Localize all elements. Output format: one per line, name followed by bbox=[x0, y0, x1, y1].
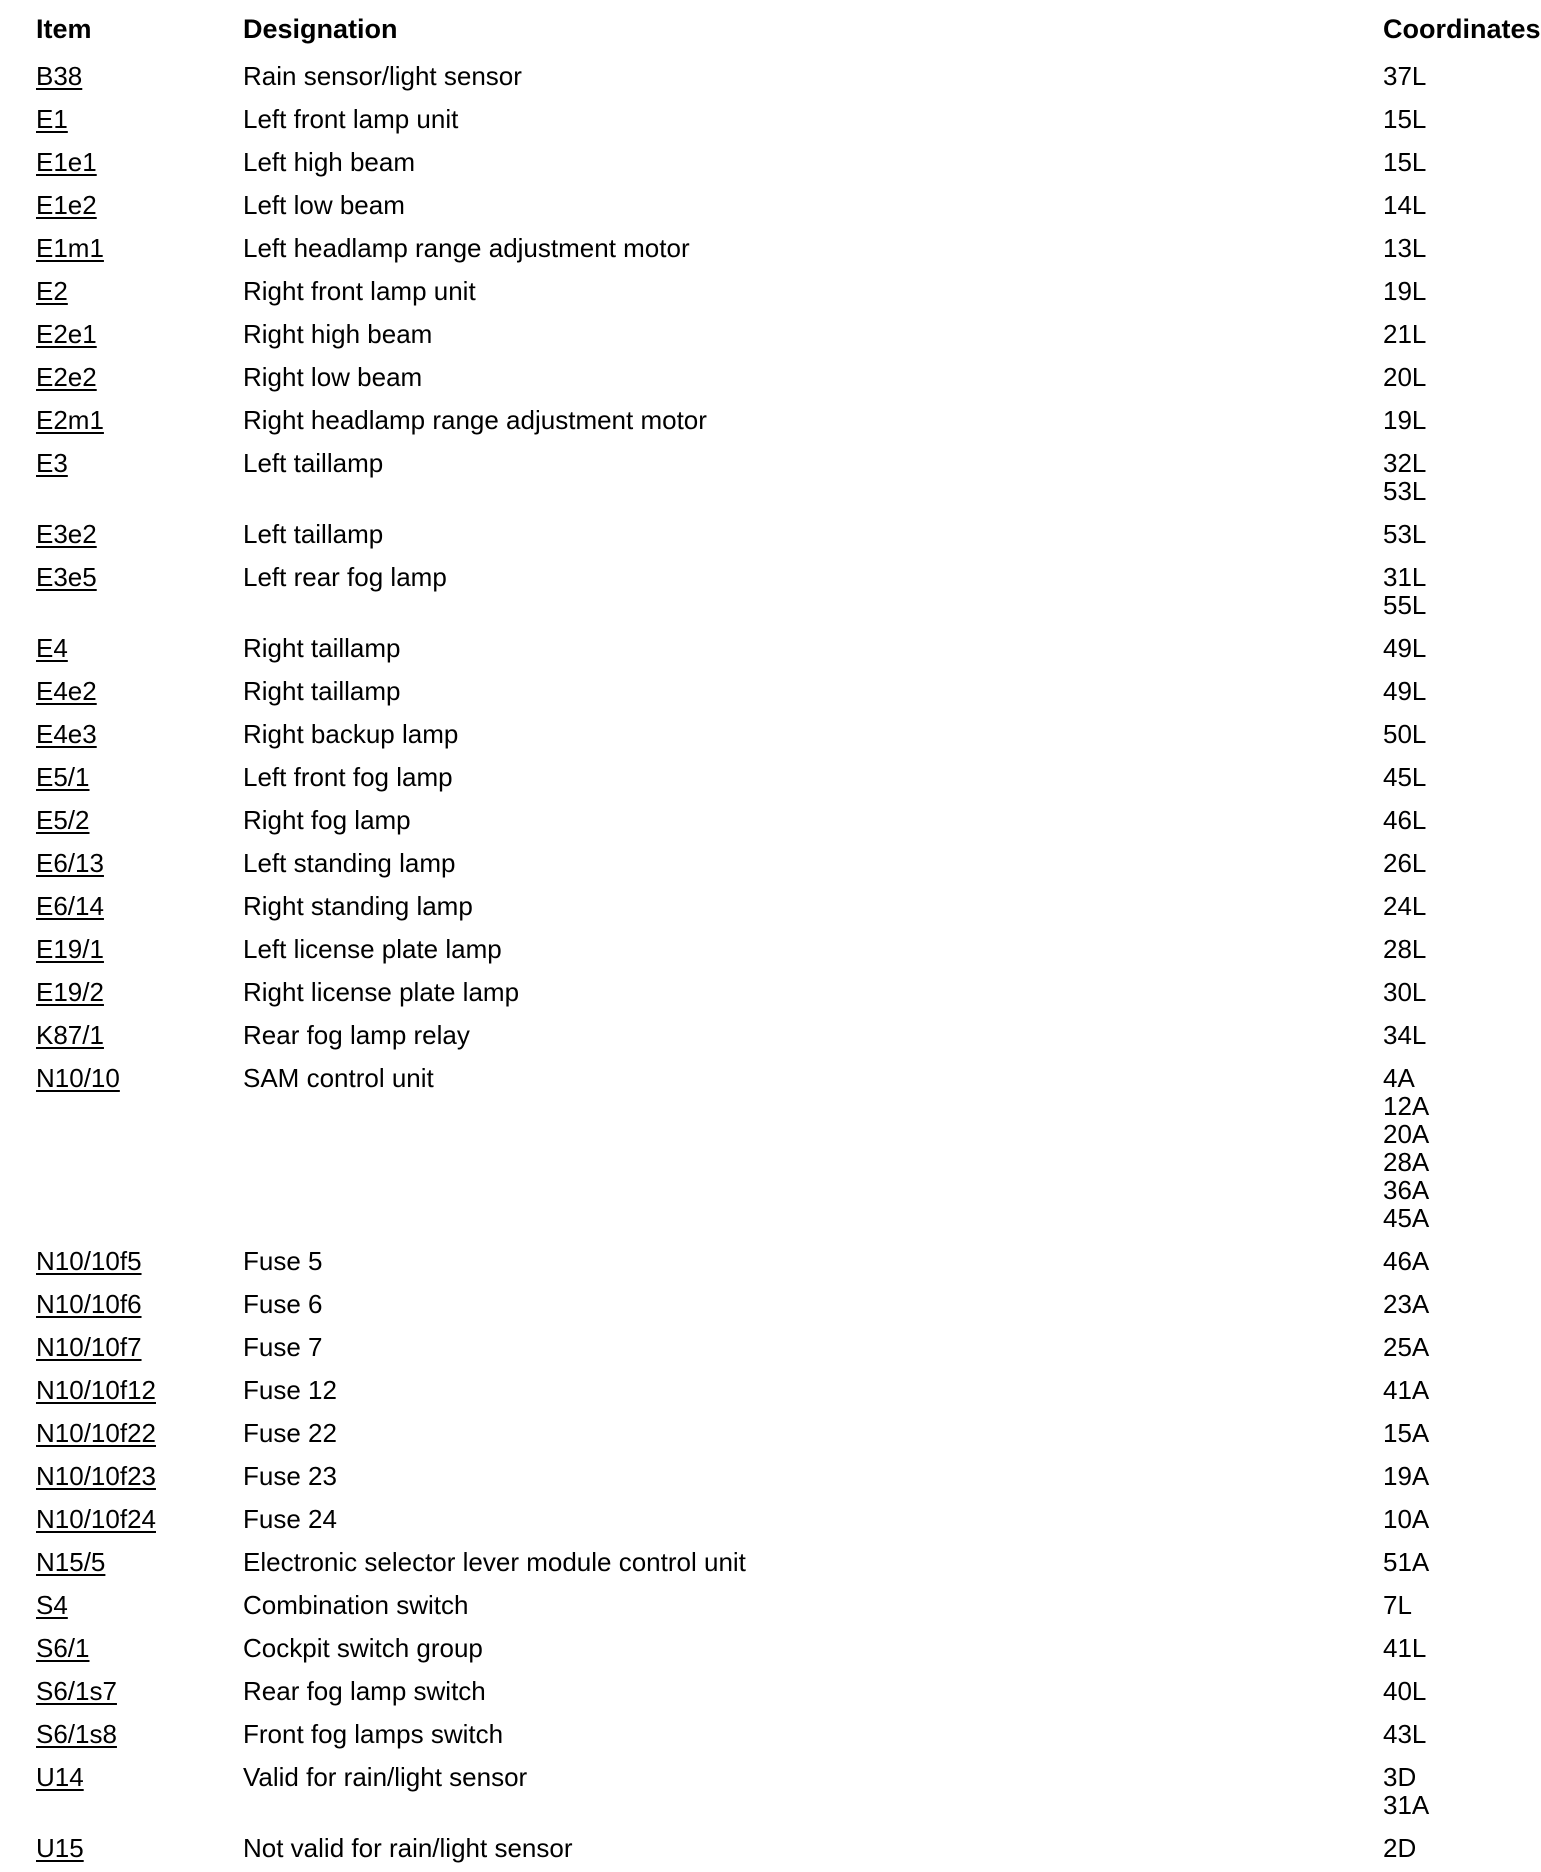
designation-cell: Left high beam bbox=[243, 147, 416, 177]
table-row bbox=[0, 1829, 1504, 1872]
designation-cell: Left taillamp bbox=[243, 448, 384, 478]
item-link[interactable]: E2m1 bbox=[36, 405, 104, 435]
item-cell bbox=[36, 406, 104, 434]
coordinate-value: 7L bbox=[1383, 1590, 1412, 1620]
item-cell bbox=[36, 978, 104, 1006]
item-cell bbox=[36, 1591, 68, 1619]
item-link[interactable]: N10/10f7 bbox=[36, 1332, 142, 1362]
designation-cell: Left front lamp unit bbox=[243, 104, 459, 134]
coordinates-cell bbox=[1383, 849, 1447, 877]
coordinates-cell bbox=[1383, 1591, 1447, 1619]
item-cell bbox=[36, 1720, 117, 1748]
coordinate-value: 41L bbox=[1383, 1633, 1427, 1663]
coordinates-cell bbox=[1383, 1505, 1447, 1533]
coordinate-value: 21L bbox=[1383, 319, 1427, 349]
coordinates-cell bbox=[1383, 892, 1447, 920]
coordinate-value: 37L bbox=[1383, 61, 1427, 91]
item-cell bbox=[36, 1064, 120, 1092]
item-link[interactable]: E2 bbox=[36, 276, 68, 306]
item-cell bbox=[36, 935, 104, 963]
designation-cell: Fuse 23 bbox=[243, 1461, 337, 1491]
item-cell bbox=[36, 105, 68, 133]
item-cell bbox=[36, 1290, 142, 1318]
item-link[interactable]: E2e1 bbox=[36, 319, 97, 349]
item-link[interactable]: E1e2 bbox=[36, 190, 97, 220]
coordinates-cell bbox=[1383, 1634, 1447, 1662]
designation-cell: Right taillamp bbox=[243, 676, 401, 706]
item-link[interactable]: N10/10f22 bbox=[36, 1418, 156, 1448]
coordinate-value: 34L bbox=[1383, 1020, 1427, 1050]
coordinate-value: 50L bbox=[1383, 719, 1427, 749]
table-row bbox=[0, 801, 1504, 844]
item-cell bbox=[36, 763, 90, 791]
coordinate-value: 49L bbox=[1383, 633, 1427, 663]
item-cell bbox=[36, 62, 82, 90]
item-link[interactable]: N10/10f5 bbox=[36, 1246, 142, 1276]
coordinate-value: 3D bbox=[1383, 1762, 1417, 1792]
designation-cell: Right headlamp range adjustment motor bbox=[243, 405, 707, 435]
table-body bbox=[0, 57, 1504, 1872]
item-cell bbox=[36, 1376, 156, 1404]
item-link[interactable]: E19/1 bbox=[36, 934, 104, 964]
item-link[interactable]: N10/10 bbox=[36, 1063, 120, 1093]
table-row bbox=[0, 272, 1504, 315]
coordinates-cell bbox=[1383, 1462, 1447, 1490]
designation-cell: Left headlamp range adjustment motor bbox=[243, 233, 690, 263]
item-link[interactable]: E1e1 bbox=[36, 147, 97, 177]
table-row bbox=[0, 515, 1504, 558]
designation-cell: Right fog lamp bbox=[243, 805, 411, 835]
item-link[interactable]: E19/2 bbox=[36, 977, 104, 1007]
item-cell bbox=[36, 1634, 90, 1662]
item-link[interactable]: E4e3 bbox=[36, 719, 97, 749]
item-link[interactable]: E1m1 bbox=[36, 233, 104, 263]
coordinate-value: 45A bbox=[1383, 1203, 1430, 1233]
coordinate-value: 41A bbox=[1383, 1375, 1430, 1405]
coordinate-value: 12A bbox=[1383, 1091, 1430, 1121]
table-row bbox=[0, 57, 1504, 100]
coordinate-value: 46L bbox=[1383, 805, 1427, 835]
coordinates-cell bbox=[1383, 449, 1447, 505]
designation-cell: Left low beam bbox=[243, 190, 405, 220]
coordinate-value: 26L bbox=[1383, 848, 1427, 878]
item-cell bbox=[36, 563, 97, 591]
coordinate-value: 24L bbox=[1383, 891, 1427, 921]
item-cell bbox=[36, 849, 104, 877]
designation-cell: Rear fog lamp switch bbox=[243, 1676, 486, 1706]
item-cell bbox=[36, 1247, 142, 1275]
table-row bbox=[0, 1371, 1504, 1414]
coordinate-value: 53L bbox=[1383, 476, 1427, 506]
coordinate-value: 25A bbox=[1383, 1332, 1430, 1362]
table-row bbox=[0, 1629, 1504, 1672]
designation-cell: Valid for rain/light sensor bbox=[243, 1762, 528, 1792]
coordinates-cell bbox=[1383, 148, 1447, 176]
table-row bbox=[0, 1242, 1504, 1285]
coordinate-value: 51A bbox=[1383, 1547, 1430, 1577]
item-link[interactable]: N15/5 bbox=[36, 1547, 106, 1577]
designation-cell: Right taillamp bbox=[243, 633, 401, 663]
coordinate-value: 28A bbox=[1383, 1147, 1430, 1177]
item-link[interactable]: S6/1s8 bbox=[36, 1719, 117, 1749]
coordinates-cell bbox=[1383, 520, 1447, 548]
table-row bbox=[0, 1059, 1504, 1242]
table-row bbox=[0, 1586, 1504, 1629]
coordinate-value: 49L bbox=[1383, 676, 1427, 706]
item-link[interactable]: E6/14 bbox=[36, 891, 104, 921]
item-cell bbox=[36, 277, 68, 305]
table-row bbox=[0, 758, 1504, 801]
item-cell bbox=[36, 1834, 84, 1862]
table-row bbox=[0, 358, 1504, 401]
item-cell bbox=[36, 1763, 84, 1791]
table-row bbox=[0, 401, 1504, 444]
coordinate-value: 15A bbox=[1383, 1418, 1430, 1448]
coordinate-value: 53L bbox=[1383, 519, 1427, 549]
coordinates-cell bbox=[1383, 1021, 1447, 1049]
table-row bbox=[0, 629, 1504, 672]
item-cell bbox=[36, 806, 90, 834]
item-cell bbox=[36, 892, 104, 920]
coordinate-value: 31A bbox=[1383, 1790, 1430, 1820]
item-cell bbox=[36, 1462, 156, 1490]
designation-cell: Front fog lamps switch bbox=[243, 1719, 504, 1749]
table-row bbox=[0, 100, 1504, 143]
designation-cell: SAM control unit bbox=[243, 1063, 434, 1093]
table-row bbox=[0, 229, 1504, 272]
item-link[interactable]: E1 bbox=[36, 104, 68, 134]
coordinates-cell bbox=[1383, 563, 1447, 619]
item-cell bbox=[36, 720, 97, 748]
table-row bbox=[0, 444, 1504, 515]
item-cell bbox=[36, 677, 97, 705]
table-row bbox=[0, 1457, 1504, 1500]
table-row bbox=[0, 143, 1504, 186]
table-row bbox=[0, 887, 1504, 930]
designation-cell: Right front lamp unit bbox=[243, 276, 476, 306]
coordinate-value: 15L bbox=[1383, 104, 1427, 134]
item-link[interactable]: N10/10f12 bbox=[36, 1375, 156, 1405]
designation-cell: Rear fog lamp relay bbox=[243, 1020, 470, 1050]
item-cell bbox=[36, 1419, 156, 1447]
coordinates-cell bbox=[1383, 720, 1447, 748]
item-link[interactable]: E4 bbox=[36, 633, 68, 663]
item-cell bbox=[36, 1505, 156, 1533]
designation-cell: Fuse 5 bbox=[243, 1246, 323, 1276]
designation-cell: Not valid for rain/light sensor bbox=[243, 1833, 573, 1863]
header-item: Item bbox=[36, 14, 92, 44]
table-row bbox=[0, 1715, 1504, 1758]
item-cell bbox=[36, 634, 68, 662]
item-link[interactable]: N10/10f23 bbox=[36, 1461, 156, 1491]
coordinate-value: 45L bbox=[1383, 762, 1427, 792]
coordinates-cell bbox=[1383, 1419, 1447, 1447]
item-cell bbox=[36, 148, 97, 176]
item-cell bbox=[36, 449, 68, 477]
item-cell bbox=[36, 320, 97, 348]
coordinate-value: 30L bbox=[1383, 977, 1427, 1007]
item-link[interactable]: B38 bbox=[36, 61, 83, 91]
coordinates-cell bbox=[1383, 763, 1447, 791]
coordinate-value: 15L bbox=[1383, 147, 1427, 177]
item-cell bbox=[36, 191, 97, 219]
coordinates-cell bbox=[1383, 62, 1447, 90]
designation-cell: Right license plate lamp bbox=[243, 977, 520, 1007]
table-row bbox=[0, 315, 1504, 358]
item-link[interactable]: N10/10f6 bbox=[36, 1289, 142, 1319]
table-row bbox=[0, 930, 1504, 973]
designation-cell: Left rear fog lamp bbox=[243, 562, 447, 592]
designation-cell: Combination switch bbox=[243, 1590, 469, 1620]
table-row bbox=[0, 1016, 1504, 1059]
designation-cell: Fuse 12 bbox=[243, 1375, 337, 1405]
designation-cell: Cockpit switch group bbox=[243, 1633, 483, 1663]
item-link[interactable]: S6/1 bbox=[36, 1633, 90, 1663]
coordinate-value: 55L bbox=[1383, 590, 1427, 620]
coordinates-cell bbox=[1383, 1333, 1447, 1361]
coordinates-cell bbox=[1383, 191, 1447, 219]
item-link[interactable]: S4 bbox=[36, 1590, 68, 1620]
table-row bbox=[0, 1500, 1504, 1543]
table-row bbox=[0, 844, 1504, 887]
table-row bbox=[0, 672, 1504, 715]
item-cell bbox=[36, 1333, 142, 1361]
header-designation: Designation bbox=[243, 14, 398, 44]
coordinate-value: 19L bbox=[1383, 405, 1427, 435]
designation-cell: Right backup lamp bbox=[243, 719, 459, 749]
designation-cell: Fuse 6 bbox=[243, 1289, 323, 1319]
table-row bbox=[0, 1285, 1504, 1328]
coordinate-value: 13L bbox=[1383, 233, 1427, 263]
coordinates-cell bbox=[1383, 1677, 1447, 1705]
table-row bbox=[0, 186, 1504, 229]
coordinates-cell bbox=[1383, 234, 1447, 262]
item-cell bbox=[36, 363, 97, 391]
designation-cell: Right low beam bbox=[243, 362, 423, 392]
coordinate-value: 2D bbox=[1383, 1833, 1417, 1863]
coordinate-value: 10A bbox=[1383, 1504, 1430, 1534]
designation-cell: Left standing lamp bbox=[243, 848, 456, 878]
table-header bbox=[0, 14, 1541, 54]
designation-cell: Right high beam bbox=[243, 319, 433, 349]
coordinate-value: 32L bbox=[1383, 448, 1427, 478]
coordinate-value: 23A bbox=[1383, 1289, 1430, 1319]
coordinates-cell bbox=[1383, 320, 1447, 348]
coordinate-value: 20L bbox=[1383, 362, 1427, 392]
coordinate-value: 19A bbox=[1383, 1461, 1430, 1491]
item-link[interactable]: E6/13 bbox=[36, 848, 104, 878]
coordinates-cell bbox=[1383, 1834, 1447, 1862]
item-link[interactable]: E3e2 bbox=[36, 519, 97, 549]
table-row bbox=[0, 1328, 1504, 1371]
item-link[interactable]: E5/2 bbox=[36, 805, 90, 835]
coordinate-value: 19L bbox=[1383, 276, 1427, 306]
item-link[interactable]: E5/1 bbox=[36, 762, 90, 792]
item-cell bbox=[36, 1021, 104, 1049]
table-row bbox=[0, 1672, 1504, 1715]
coordinates-cell bbox=[1383, 1247, 1447, 1275]
designation-cell: Left taillamp bbox=[243, 519, 384, 549]
coordinate-value: 43L bbox=[1383, 1719, 1427, 1749]
table-row bbox=[0, 1414, 1504, 1457]
item-link[interactable]: N10/10f24 bbox=[36, 1504, 156, 1534]
coordinates-cell bbox=[1383, 406, 1447, 434]
coordinates-cell bbox=[1383, 1720, 1447, 1748]
coordinates-cell bbox=[1383, 105, 1447, 133]
designation-cell: Right standing lamp bbox=[243, 891, 473, 921]
coordinate-value: 4A bbox=[1383, 1063, 1415, 1093]
coordinate-value: 20A bbox=[1383, 1119, 1430, 1149]
table-row bbox=[0, 973, 1504, 1016]
coordinates-cell bbox=[1383, 277, 1447, 305]
coordinate-value: 40L bbox=[1383, 1676, 1427, 1706]
designation-cell: Fuse 22 bbox=[243, 1418, 337, 1448]
coordinate-value: 28L bbox=[1383, 934, 1427, 964]
coordinate-value: 36A bbox=[1383, 1175, 1430, 1205]
coordinates-cell bbox=[1383, 806, 1447, 834]
item-cell bbox=[36, 1548, 105, 1576]
table-row bbox=[0, 558, 1504, 629]
designation-cell: Electronic selector lever module control unit bbox=[243, 1547, 746, 1577]
coordinates-cell bbox=[1383, 935, 1447, 963]
designation-cell: Fuse 7 bbox=[243, 1332, 323, 1362]
designation-cell: Fuse 24 bbox=[243, 1504, 337, 1534]
table-row bbox=[0, 1543, 1504, 1586]
coordinate-value: 14L bbox=[1383, 190, 1427, 220]
item-cell bbox=[36, 1677, 117, 1705]
item-cell bbox=[36, 520, 97, 548]
item-link[interactable]: E3e5 bbox=[36, 562, 97, 592]
coordinates-cell bbox=[1383, 1376, 1447, 1404]
coordinates-cell bbox=[1383, 363, 1447, 391]
item-link[interactable]: U15 bbox=[36, 1833, 84, 1863]
coordinates-cell bbox=[1383, 1290, 1447, 1318]
item-cell bbox=[36, 234, 104, 262]
item-link[interactable]: U14 bbox=[36, 1762, 84, 1792]
coordinates-cell bbox=[1383, 677, 1447, 705]
coordinate-value: 46A bbox=[1383, 1246, 1430, 1276]
item-link[interactable]: S6/1s7 bbox=[36, 1676, 117, 1706]
item-link[interactable]: K87/1 bbox=[36, 1020, 104, 1050]
item-link[interactable]: E2e2 bbox=[36, 362, 97, 392]
designation-cell: Left front fog lamp bbox=[243, 762, 453, 792]
coordinates-cell bbox=[1383, 1064, 1447, 1232]
coordinates-cell bbox=[1383, 978, 1447, 1006]
coordinates-cell bbox=[1383, 1763, 1447, 1819]
table-row bbox=[0, 715, 1504, 758]
designation-cell: Rain sensor/light sensor bbox=[243, 61, 522, 91]
coordinates-cell bbox=[1383, 634, 1447, 662]
header-coordinates: Coordinates bbox=[1383, 14, 1541, 44]
table-row bbox=[0, 1758, 1504, 1829]
designation-cell: Left license plate lamp bbox=[243, 934, 502, 964]
item-link[interactable]: E4e2 bbox=[36, 676, 97, 706]
coordinate-value: 31L bbox=[1383, 562, 1427, 592]
item-link[interactable]: E3 bbox=[36, 448, 68, 478]
coordinates-cell bbox=[1383, 1548, 1447, 1576]
